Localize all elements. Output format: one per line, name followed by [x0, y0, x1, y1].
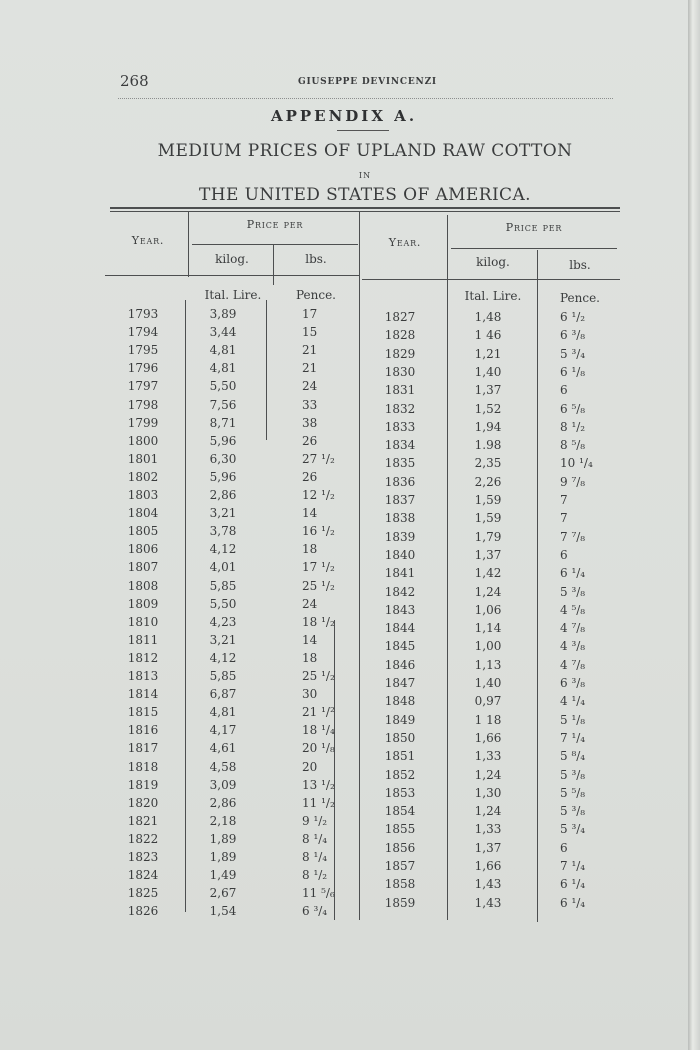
table-top-rule	[110, 207, 620, 209]
row-kilog: 4,81	[209, 705, 237, 720]
row-kilog: 1,06	[474, 602, 502, 617]
row-lbs: 15	[302, 325, 318, 340]
row-kilog: 1,79	[474, 529, 502, 544]
row-year: 1800	[127, 433, 159, 448]
row-kilog: 3,09	[209, 777, 237, 792]
row-lbs: 18	[302, 650, 318, 665]
row-kilog: 8,71	[209, 415, 237, 430]
row-lbs: 30	[302, 687, 318, 702]
row-lbs: 4 ⁵/₈	[560, 602, 586, 617]
row-kilog: 1,40	[474, 364, 502, 379]
rule-kilo-lbs-right	[537, 250, 538, 922]
row-kilog: 1,89	[209, 850, 237, 864]
page-number: 268	[120, 72, 149, 90]
row-year: 1837	[384, 493, 416, 507]
row-year: 1811	[127, 632, 159, 647]
row-kilog: 1,59	[474, 511, 502, 526]
row-year: 1836	[384, 474, 416, 489]
row-year: 1847	[384, 676, 416, 690]
row-lbs: 6 ³/₈	[560, 676, 586, 690]
row-lbs: 25 ¹/₂	[302, 578, 335, 593]
row-lbs: 21 ¹/²	[302, 705, 335, 720]
header-kilog-right: kilog.	[476, 255, 510, 269]
row-year: 1854	[384, 804, 416, 819]
row-lbs: 4 ⁷/₈	[560, 621, 586, 636]
row-lbs: 6 ³/₈	[560, 328, 586, 343]
header-year-right: Year.	[388, 236, 422, 249]
row-year: 1843	[384, 602, 416, 617]
row-kilog: 4,12	[209, 542, 237, 557]
appendix-rule	[337, 130, 389, 131]
row-kilog: 2,86	[209, 488, 237, 502]
running-header	[118, 70, 613, 99]
row-lbs: 38	[302, 415, 318, 430]
row-lbs: 25 ¹/₂	[302, 669, 335, 683]
row-kilog: 1,42	[474, 566, 502, 581]
row-kilog: 2,18	[209, 813, 237, 828]
row-lbs: 4 ⁷/₈	[560, 657, 586, 672]
row-lbs: 11 ⁵/₆	[302, 886, 335, 901]
row-lbs: 6 ¹/₂	[560, 310, 586, 324]
row-lbs: 5 ⁸/₄	[560, 749, 586, 764]
row-year: 1858	[384, 877, 416, 892]
row-lbs: 18 ¹/₄	[302, 723, 335, 738]
row-lbs: 27 ¹/₂	[302, 451, 335, 466]
row-kilog: 3,21	[209, 632, 237, 647]
unit-pence-right: Pence.	[559, 291, 600, 305]
row-year: 1827	[384, 310, 416, 324]
row-kilog: 4,81	[209, 343, 237, 358]
table-title: MEDIUM PRICES OF UPLAND RAW COTTON	[157, 141, 573, 161]
row-lbs: 6 ¹/₄	[560, 877, 586, 892]
row-kilog: 1,37	[474, 840, 502, 855]
row-kilog: 1,33	[474, 822, 502, 837]
row-year: 1806	[127, 542, 159, 557]
row-year: 1838	[384, 511, 416, 526]
row-kilog: 4,12	[209, 650, 237, 665]
row-year: 1796	[127, 361, 159, 376]
row-lbs: 5 ³/₄	[560, 346, 586, 361]
row-lbs: 33	[302, 397, 318, 412]
row-year: 1819	[127, 777, 159, 792]
row-kilog: 4,58	[209, 759, 237, 774]
row-kilog: 2,67	[209, 886, 237, 901]
row-lbs: 7	[560, 493, 568, 507]
row-kilog: 1,13	[474, 657, 502, 672]
row-lbs: 6	[560, 547, 568, 562]
row-kilog: 1,14	[474, 621, 502, 636]
row-kilog: 1,43	[474, 895, 502, 910]
row-year: 1813	[127, 669, 159, 683]
header-lbs-right: lbs.	[569, 258, 591, 272]
table-top-rule-thin	[110, 211, 620, 212]
table-title-location: THE UNITED STATES OF AMERICA.	[199, 185, 531, 205]
row-lbs: 6 ¹/₈	[560, 364, 586, 379]
row-year: 1809	[127, 596, 159, 611]
row-kilog: 1,37	[474, 547, 502, 562]
rule-year-left	[188, 212, 189, 277]
row-lbs: 8 ⁵/₈	[560, 438, 586, 453]
header-kilog-left: kilog.	[215, 252, 249, 266]
header-price-per-right: Price per	[505, 221, 563, 234]
row-kilog: 1 18	[474, 712, 502, 727]
row-year: 1859	[384, 895, 416, 910]
row-year: 1802	[127, 469, 159, 484]
row-kilog: 1,37	[474, 383, 502, 398]
row-kilog: 4,61	[209, 741, 237, 756]
row-kilog: 5,96	[209, 433, 237, 448]
row-kilog: 1,54	[209, 904, 237, 919]
row-lbs: 5 ¹/₈	[560, 712, 586, 727]
rule-year-right	[447, 215, 448, 920]
row-kilog: 3,44	[209, 325, 237, 340]
row-lbs: 8 ¹/₂	[560, 419, 586, 434]
row-kilog: 5,50	[209, 596, 237, 611]
row-lbs: 26	[302, 433, 318, 448]
row-year: 1840	[384, 547, 416, 562]
row-lbs: 6	[560, 840, 568, 855]
row-lbs: 18 ¹/₂	[302, 614, 335, 629]
row-kilog: 1,24	[474, 804, 502, 819]
row-year: 1795	[127, 343, 159, 358]
row-kilog: 1,33	[474, 749, 502, 764]
row-kilog: 2,26	[474, 474, 502, 489]
row-lbs: 17 ¹/₂	[302, 560, 335, 575]
row-kilog: 1,21	[474, 346, 502, 361]
row-year: 1815	[127, 705, 159, 720]
row-lbs: 26	[302, 469, 318, 484]
row-year: 1852	[384, 767, 416, 782]
row-year: 1817	[127, 741, 159, 756]
row-kilog: 1,43	[474, 877, 502, 892]
row-kilog: 1,52	[474, 401, 502, 416]
header-price-per-left: Price per	[246, 218, 304, 231]
row-lbs: 21	[302, 343, 318, 358]
running-head: GIUSEPPE DEVINCENZI	[298, 77, 437, 87]
row-lbs: 6 ¹/₄	[560, 566, 586, 581]
row-kilog: 1,24	[474, 767, 502, 782]
row-year: 1793	[127, 307, 159, 321]
row-year: 1829	[384, 346, 416, 361]
row-year: 1846	[384, 657, 416, 672]
row-kilog: 1,89	[209, 831, 237, 846]
unit-pence-left: Pence.	[295, 288, 336, 302]
row-kilog: 3,78	[209, 524, 237, 539]
row-year: 1810	[127, 614, 159, 629]
row-lbs: 5 ³/₈	[560, 767, 586, 782]
row-year: 1850	[384, 730, 416, 745]
row-year: 1845	[384, 639, 416, 654]
row-lbs: 20	[302, 759, 318, 774]
row-year: 1808	[127, 578, 159, 593]
row-lbs: 7 ¹/₄	[560, 859, 586, 873]
row-year: 1814	[127, 687, 159, 702]
row-lbs: 8 ¹/₄	[302, 850, 328, 864]
row-kilog: 6,87	[209, 687, 237, 702]
row-year: 1834	[384, 438, 416, 453]
row-lbs: 18	[302, 542, 318, 557]
rule-kilo-lbs-left-body	[266, 300, 267, 440]
row-year: 1832	[384, 401, 416, 416]
row-kilog: 1,24	[474, 584, 502, 599]
row-kilog: 1,00	[474, 639, 502, 654]
appendix-heading: APPENDIX A.	[270, 107, 418, 125]
row-kilog: 3,89	[209, 307, 237, 321]
row-kilog: 0,97	[474, 694, 502, 709]
row-lbs: 9 ¹/₂	[302, 813, 328, 828]
row-lbs: 7	[560, 511, 568, 526]
row-year: 1844	[384, 621, 416, 636]
row-kilog: 5,85	[209, 669, 237, 683]
row-year: 1822	[127, 831, 159, 846]
row-lbs: 11 ¹/₂	[302, 795, 335, 810]
row-lbs: 10 ¹/₄	[560, 456, 593, 471]
row-year: 1816	[127, 723, 159, 738]
row-year: 1825	[127, 886, 159, 901]
row-kilog: 1,48	[474, 310, 502, 324]
row-kilog: 1 46	[474, 328, 502, 343]
row-year: 1841	[384, 566, 416, 581]
row-kilog: 1,40	[474, 676, 502, 690]
row-lbs: 14	[302, 632, 318, 647]
row-year: 1826	[127, 904, 159, 919]
row-lbs: 13 ¹/₂	[302, 777, 335, 792]
row-kilog: 6,30	[209, 451, 237, 466]
row-kilog: 7,56	[209, 397, 237, 412]
row-kilog: 4,23	[209, 614, 237, 629]
unit-lire-left: Ital. Lire.	[204, 288, 262, 302]
header-year-left: Year.	[131, 234, 165, 247]
row-lbs: 7 ¹/₄	[560, 730, 586, 745]
row-kilog: 1,66	[474, 730, 502, 745]
row-year: 1805	[127, 524, 159, 539]
row-lbs: 5 ⁵/₈	[560, 785, 586, 800]
row-year: 1804	[127, 506, 159, 521]
row-lbs: 5 ³/₈	[560, 804, 586, 819]
row-year: 1803	[127, 488, 159, 502]
row-lbs: 6 ⁵/₈	[560, 401, 586, 416]
row-lbs: 4 ¹/₄	[560, 694, 586, 709]
row-year: 1848	[384, 694, 416, 709]
row-lbs: 5 ³/₄	[560, 822, 586, 837]
row-year: 1857	[384, 859, 416, 873]
row-year: 1818	[127, 759, 159, 774]
row-lbs: 8 ¹/₄	[302, 831, 328, 846]
row-kilog: 4,17	[209, 723, 237, 738]
rule-price-right	[451, 248, 617, 249]
row-kilog: 1,59	[474, 493, 502, 507]
row-kilog: 4,81	[209, 361, 237, 376]
row-year: 1833	[384, 419, 416, 434]
row-lbs: 17	[302, 307, 318, 321]
row-lbs: 20 ¹/₈	[302, 741, 335, 756]
row-kilog: 5,50	[209, 379, 237, 394]
row-year: 1828	[384, 328, 416, 343]
row-lbs: 6 ¹/₄	[560, 895, 586, 910]
row-kilog: 1,94	[474, 419, 502, 434]
rule-kilo-lbs-left	[273, 245, 274, 285]
table-title-connector: IN	[358, 171, 372, 180]
row-year: 1855	[384, 822, 416, 837]
row-lbs: 8 ¹/₂	[302, 868, 328, 883]
rule-header-bottom-right	[362, 279, 620, 280]
row-year: 1842	[384, 584, 416, 599]
row-lbs: 4 ³/₈	[560, 639, 586, 654]
row-lbs: 6 ³/₄	[302, 904, 328, 919]
row-year: 1824	[127, 868, 159, 883]
row-year: 1831	[384, 383, 416, 398]
unit-lire-right: Ital. Lire.	[464, 289, 522, 303]
row-year: 1856	[384, 840, 416, 855]
row-lbs: 6	[560, 383, 568, 398]
row-lbs: 12 ¹/₂	[302, 488, 335, 502]
row-year: 1798	[127, 397, 159, 412]
row-lbs: 24	[302, 596, 318, 611]
row-lbs: 21	[302, 361, 318, 376]
row-lbs: 24	[302, 379, 318, 394]
row-year: 1807	[127, 560, 159, 575]
row-lbs: 5 ³/₈	[560, 584, 586, 599]
row-kilog: 5,85	[209, 578, 237, 593]
row-kilog: 5,96	[209, 469, 237, 484]
row-year: 1853	[384, 785, 416, 800]
row-year: 1812	[127, 650, 159, 665]
row-lbs: 9 ⁷/₈	[560, 474, 586, 489]
row-kilog: 3,21	[209, 506, 237, 521]
row-kilog: 2,35	[474, 456, 502, 471]
row-year: 1797	[127, 379, 159, 394]
row-year: 1835	[384, 456, 416, 471]
row-kilog: 1,30	[474, 785, 502, 800]
row-kilog: 2,86	[209, 795, 237, 810]
row-kilog: 1,49	[209, 868, 237, 883]
row-year: 1839	[384, 529, 416, 544]
row-lbs: 14	[302, 506, 318, 521]
rule-price-left	[192, 244, 358, 245]
row-kilog: 1.98	[474, 438, 502, 453]
row-year: 1821	[127, 813, 159, 828]
row-lbs: 7 ⁷/₈	[560, 529, 586, 544]
rule-header-bottom-left	[105, 275, 359, 276]
row-year: 1820	[127, 795, 159, 810]
row-kilog: 4,01	[209, 560, 237, 575]
header-lbs-left: lbs.	[305, 252, 327, 266]
row-year: 1823	[127, 850, 159, 864]
row-year: 1830	[384, 364, 416, 379]
row-lbs: 16 ¹/₂	[302, 524, 335, 539]
row-year: 1794	[127, 325, 159, 340]
row-year: 1799	[127, 415, 159, 430]
row-year: 1851	[384, 749, 416, 764]
row-year: 1801	[127, 451, 159, 466]
rule-left-kilo	[185, 300, 186, 912]
row-year: 1849	[384, 712, 416, 727]
row-kilog: 1,66	[474, 859, 502, 873]
